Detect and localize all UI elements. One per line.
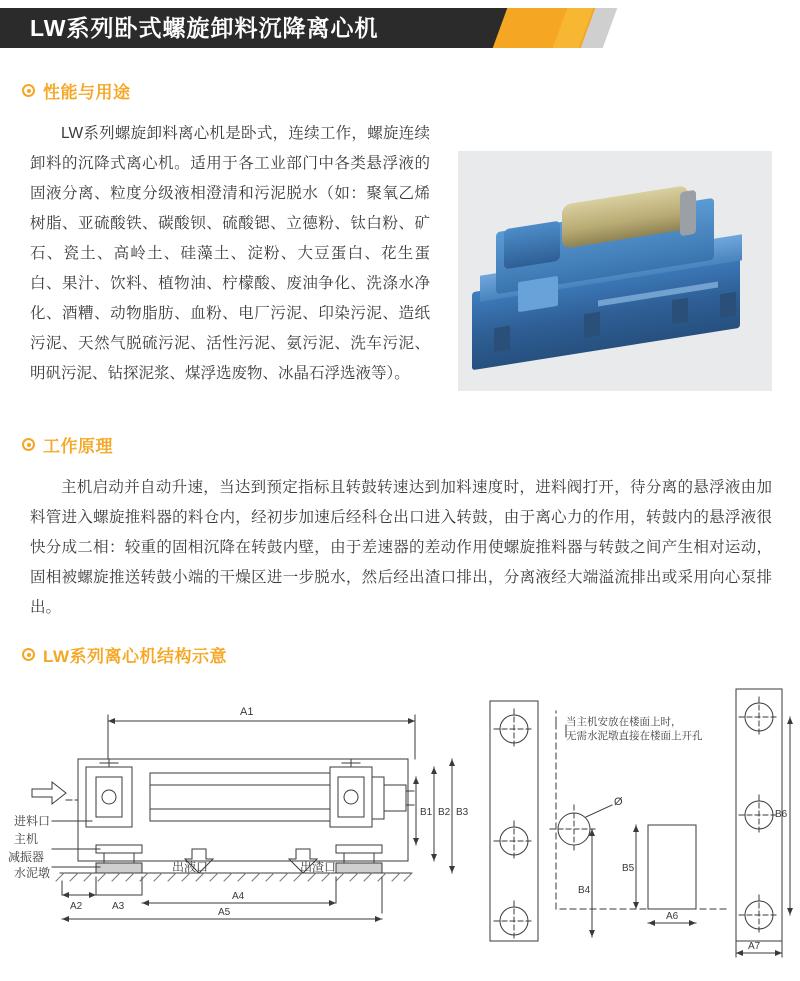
dim-label-a7: A7 — [748, 941, 761, 952]
bullet-ring-icon — [22, 648, 35, 661]
section-heading-diagram — [22, 642, 800, 667]
diagram-note-line1: 当主机安放在楼面上时， — [566, 716, 682, 728]
label-liquid-outlet: 出液口 — [172, 860, 209, 874]
dim-label-b1: B1 — [420, 807, 433, 818]
section-heading-performance — [22, 78, 800, 103]
page-header-banner — [0, 0, 800, 56]
label-damper: 减振器 — [8, 850, 45, 864]
dim-label-b4: B4 — [578, 885, 591, 896]
centrifuge-illustration — [458, 151, 772, 391]
dim-label-a5: A5 — [218, 907, 231, 918]
machine-leg — [720, 292, 736, 319]
diagram-note-line2: 无需水泥墩直接在楼面上开孔 — [566, 730, 703, 742]
performance-body — [0, 119, 800, 409]
section-performance — [0, 78, 800, 409]
principle-paragraph: 主机启动并自动升速，当达到预定指标且转鼓转速达到加料速度时，进料阀打开，待分离的悬浮液由加料管进入螺旋推料器的料仓内，经初步加速后经科仓出口进入转鼓，由于离心力的作用，转鼓内的悬浮液很快分成二相：较重的固相沉降在转鼓内壁，由于差速器的差动作用使螺旋推料器与转鼓之间产生相对运动，固相被螺旋推送转鼓小端的干燥区进一步脱水，然后经出渣口排出，分离液经大端溢流排出或采用向心泵排出。 — [30, 479, 772, 616]
dim-label-a6: A6 — [666, 911, 679, 922]
dim-label-b6: B6 — [775, 809, 788, 820]
section-title-diagram: LW系列离心机结构示意 — [43, 647, 227, 666]
section-title-principle: 工作原理 — [43, 437, 113, 456]
section-diagram — [0, 642, 800, 981]
machine-drum-cap — [680, 190, 696, 237]
bullet-ring-icon — [22, 438, 35, 451]
machine-control-panel — [518, 276, 558, 312]
bullet-ring-icon — [22, 84, 35, 97]
dim-label-a1: A1 — [240, 706, 254, 718]
label-main-machine: 主机 — [14, 832, 39, 846]
dim-label-a4: A4 — [232, 891, 245, 902]
section-title-performance: 性能与用途 — [43, 83, 131, 102]
product-photo — [458, 151, 772, 391]
diameter-symbol: Ø — [614, 796, 623, 808]
section-heading-principle — [22, 432, 800, 457]
machine-leg — [584, 312, 600, 339]
label-concrete-block: 水泥墩 — [14, 866, 51, 880]
section-principle — [0, 432, 800, 623]
dim-label-b2: B2 — [438, 807, 451, 818]
machine-leg — [494, 326, 510, 353]
page-title: LW系列卧式螺旋卸料沉降离心机 — [30, 15, 379, 41]
label-feed-inlet: 进料口 — [14, 814, 51, 828]
performance-paragraph: LW系列螺旋卸料离心机是卧式，连续工作，螺旋连续卸料的沉降式离心机。适用于各工业部门中各类悬浮液的固液分离、粒度分级液相澄清和污泥脱水（如：聚氧乙烯树脂、亚硫酸铁、碳酸钡、硫酸锶、立德粉、钛白粉、矿石、瓷土、高岭土、硅藻土、淀粉、大豆蛋白、花生蛋白、果汁、饮料、植物油、柠檬酸、废油争化、洗涤水净化、酒糟、动物脂肪、血粉、电厂污泥、印染污泥、造纸污泥、天然气脱硫污泥、活性污泥、氨污泥、洗车污泥、明矾污泥、钻探泥浆、煤浮选废物、冰晶石浮选液等）。 — [30, 125, 430, 382]
dim-label-a3: A3 — [112, 901, 125, 912]
dim-label-a2: A2 — [70, 901, 83, 912]
structure-diagram — [0, 681, 800, 981]
machine-leg — [672, 298, 688, 325]
dim-label-b3: B3 — [456, 807, 469, 818]
diagram-svg — [0, 681, 800, 971]
dim-label-b5: B5 — [622, 863, 635, 874]
label-solids-outlet: 出渣口 — [300, 860, 337, 874]
